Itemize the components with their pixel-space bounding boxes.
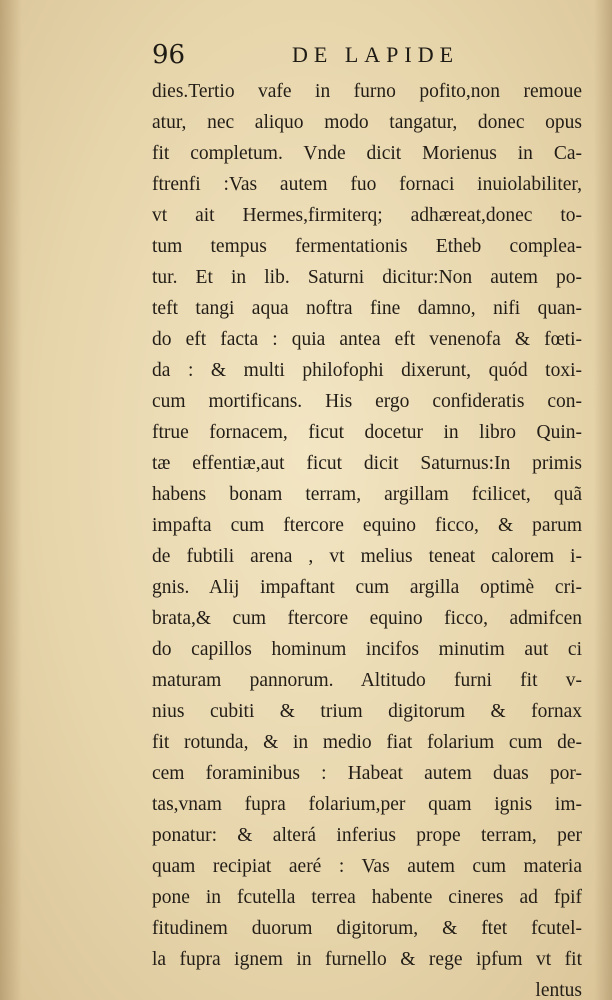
page-header	[152, 40, 572, 78]
text-line: tum tempus fermentationis Etheb complea-	[152, 236, 582, 257]
text-line: da : & multi philofophi dixerunt, quód toxi-	[152, 360, 582, 381]
text-line: nius cubiti & trium digitorum & fornax	[152, 701, 582, 722]
text-line: de fubtili arena , vt melius teneat calorem i-	[152, 546, 582, 567]
text-line: atur, nec aliquo modo tangatur, donec opus	[152, 112, 582, 133]
text-line: ftrenfi :Vas autem fuo fornaci inuiolabiliter,	[152, 174, 582, 195]
body-text	[152, 76, 582, 1000]
text-line: do eft facta : quia antea eft venenofa & fœti-	[152, 329, 582, 350]
text-line: cem foraminibus : Habeat autem duas por-	[152, 763, 582, 784]
text-line: habens bonam terram, argillam fcilicet, quã	[152, 484, 582, 505]
text-line: tas,vnam fupra folarium,per quam ignis im-	[152, 794, 582, 815]
text-line: fit rotunda, & in medio fiat folarium cum de-	[152, 732, 582, 753]
text-line: tæ effentiæ,aut ficut dicit Saturnus:In primis	[152, 453, 582, 474]
text-line: vt ait Hermes,firmiterq; adhæreat,donec to-	[152, 205, 582, 226]
text-line: cum mortificans. His ergo confideratis con-	[152, 391, 582, 412]
text-line: fitudinem duorum digitorum, & ftet fcutel-	[152, 918, 582, 939]
text-line: brata,& cum ftercore equino ficco, admifcen	[152, 608, 582, 629]
text-line: maturam pannorum. Altitudo furni fit v-	[152, 670, 582, 691]
text-line: impafta cum ftercore equino ficco, & parum	[152, 515, 582, 536]
catchword: lentus	[535, 980, 582, 1000]
text-line: fit completum. Vnde dicit Morienus in Ca-	[152, 143, 582, 164]
text-line: ftrue fornacem, ficut docetur in libro Quin-	[152, 422, 582, 443]
page-number: 96	[152, 40, 186, 70]
text-line: la fupra ignem in furnello & rege ipfum vt fit	[152, 949, 582, 970]
text-line: dies.Tertio vafe in furno pofito,non remoue	[152, 81, 582, 102]
text-line: tur. Et in lib. Saturni dicitur:Non autem po-	[152, 267, 582, 288]
text-line: quam recipiat aeré : Vas autem cum materia	[152, 856, 582, 877]
text-line: pone in fcutella terrea habente cineres ad fpif	[152, 887, 582, 908]
text-line: ponatur: & alterá inferius prope terram, per	[152, 825, 582, 846]
text-line: gnis. Alij impaftant cum argilla optimè cri-	[152, 577, 582, 598]
text-line: teft tangi aqua noftra fine damno, nifi quan-	[152, 298, 582, 319]
text-line: do capillos hominum incifos minutim aut ci	[152, 639, 582, 660]
running-head: DE LAPIDE	[292, 42, 460, 67]
